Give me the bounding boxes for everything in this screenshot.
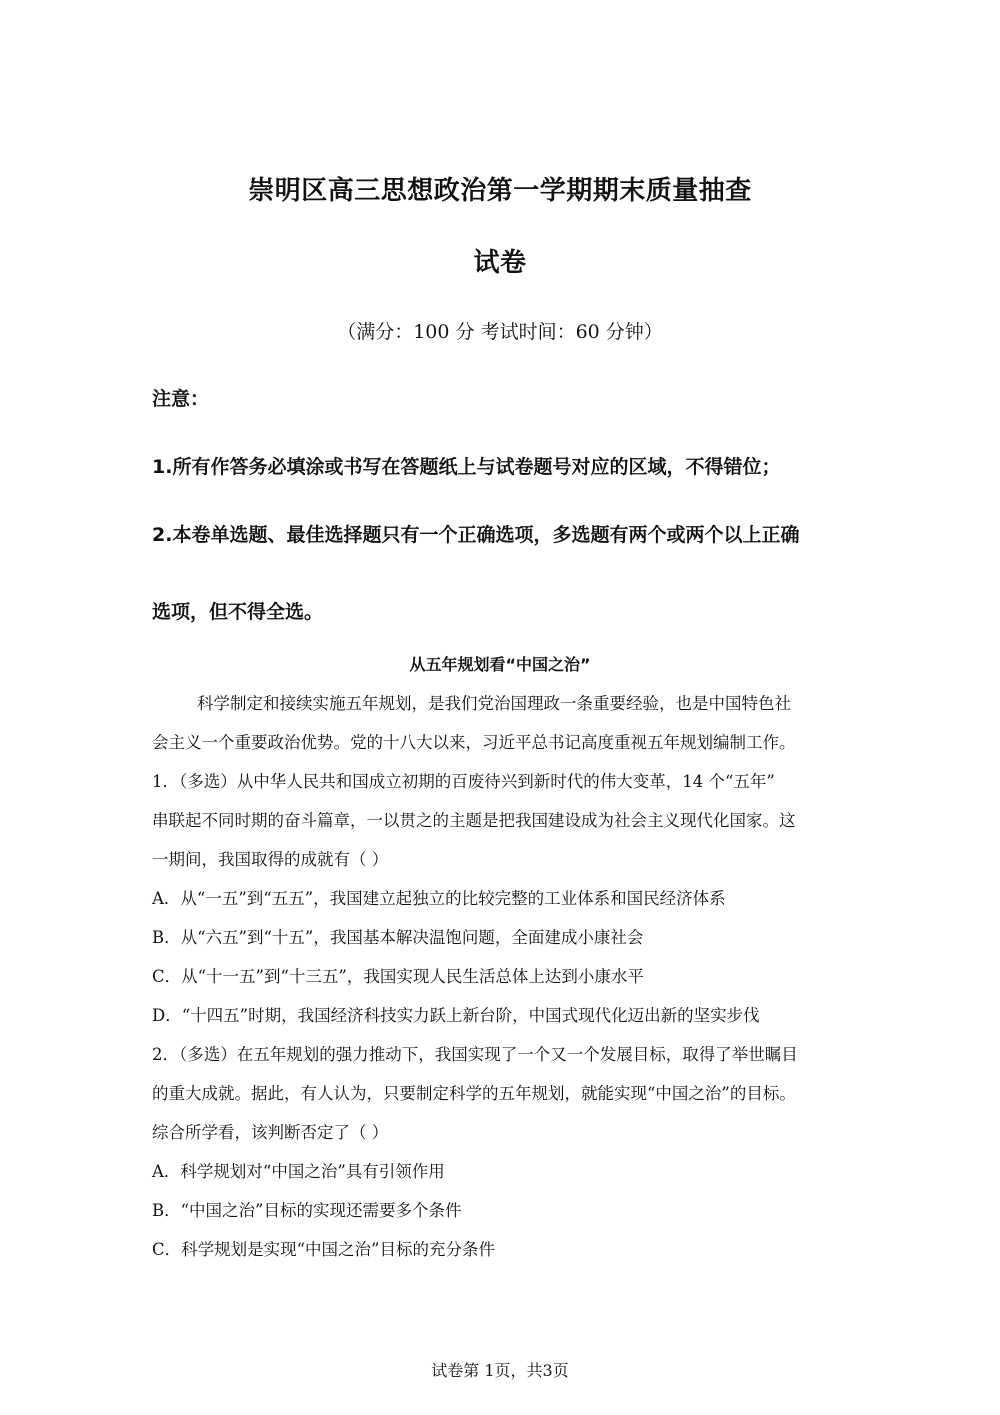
question-2-option-a: A．科学规划对“中国之治”具有引领作用	[152, 1162, 445, 1181]
question-1-stem-line3: 一期间，我国取得的成就有（ ）	[152, 850, 389, 869]
section-title: 从五年规划看“中国之治”	[409, 655, 591, 674]
question-1-option-a: A．从“一五”到“五五”，我国建立起独立的比较完整的工业体系和国民经济体系	[152, 889, 726, 908]
notice-heading: 注意：	[152, 388, 210, 410]
question-2-stem-line1: 2．（多选）在五年规划的强力推动下，我国实现了一个又一个发展目标，取得了举世瞩目	[152, 1045, 798, 1064]
question-1-stem-line2: 串联起不同时期的奋斗篇章，一以贯之的主题是把我国建设成为社会主义现代化国家。这	[152, 811, 796, 830]
question-1-option-b: B．从“六五”到“十五”，我国基本解决温饱问题，全面建成小康社会	[152, 928, 644, 947]
exam-title-line2: 试卷	[473, 248, 527, 278]
intro-line2: 会主义一个重要政治优势。党的十八大以来，习近平总书记高度重视五年规划编制工作。	[152, 733, 796, 752]
question-2-stem-line2: 的重大成就。据此，有人认为，只要制定科学的五年规划，就能实现“中国之治”的目标。	[152, 1084, 796, 1103]
question-2-option-b: B．“中国之治”目标的实现还需要多个条件	[152, 1201, 462, 1220]
notice-item-1: 1.所有作答务必填涂或书写在答题纸上与试卷题号对应的区域，不得错位；	[152, 456, 781, 478]
question-1-stem-line1: 1．（多选）从中华人民共和国成立初期的百废待兴到新时代的伟大变革，14 个“五年”	[152, 772, 775, 791]
question-1-option-d: D．“十四五”时期，我国经济科技实力跃上新台阶，中国式现代化迈出新的坚实步伐	[152, 1006, 760, 1025]
exam-info: （满分：100 分 考试时间：60 分钟）	[337, 321, 663, 343]
question-2-stem-line3: 综合所学看，该判断否定了（ ）	[152, 1123, 389, 1142]
notice-item-2-line2: 选项，但不得全选。	[152, 601, 324, 623]
notice-item-2-line1: 2.本卷单选题、最佳选择题只有一个正确选项，多选题有两个或两个以上正确	[152, 524, 800, 546]
exam-title-line1: 崇明区高三思想政治第一学期期末质量抽查	[248, 176, 752, 206]
intro-line1: 科学制定和接续实施五年规划，是我们党治国理政一条重要经验，也是中国特色社	[197, 694, 791, 713]
question-1-option-c: C．从“十一五”到“十三五”，我国实现人民生活总体上达到小康水平	[152, 967, 644, 986]
question-2-option-c: C．科学规划是实现“中国之治”目标的充分条件	[152, 1240, 495, 1259]
page-footer: 试卷第 1页，共3页	[431, 1361, 569, 1380]
